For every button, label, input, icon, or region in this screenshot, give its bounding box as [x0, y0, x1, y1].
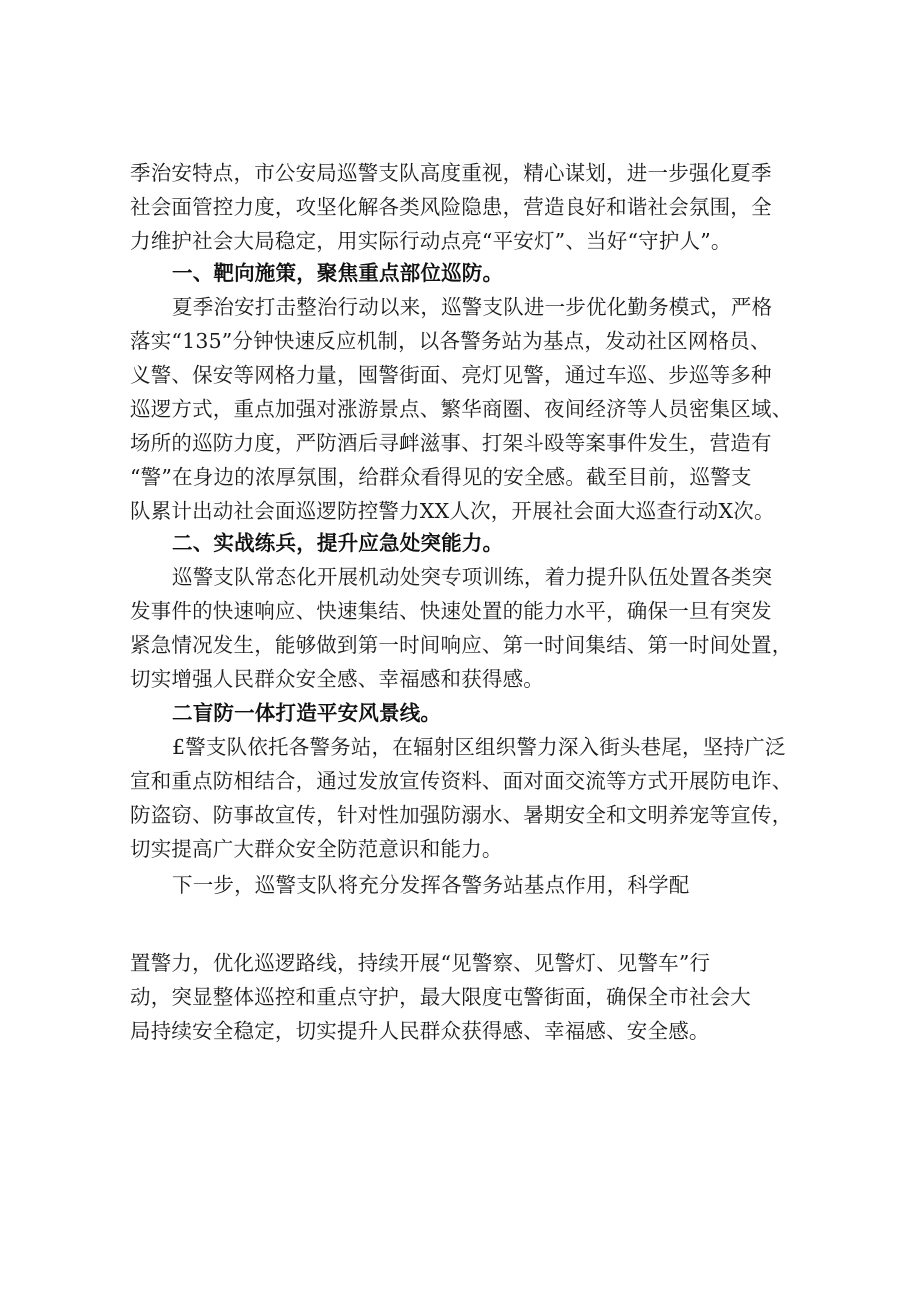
intro-line: 社会面管控力度，攻坚化解各类风险隐患，营造良好和谐社会氛围，全: [130, 195, 772, 219]
paragraph-line: 下一步，巡警支队将充分发挥各警务站基点作用，科学配: [172, 873, 690, 897]
paragraph-line: 队累计出动社会面巡逻防控警力XX人次，开展社会面大巡查行动X次。: [130, 499, 775, 523]
paragraph-line: 防盗窃、防事故宣传，针对性加强防溺水、暑期安全和文明养宠等宣传，: [130, 803, 793, 827]
section-heading: 一、靶向施策，聚焦重点部位巡防。: [172, 261, 504, 285]
paragraph-line: 夏季治安打击整治行动以来，巡警支队进一步优化勤务模式，严格: [172, 295, 773, 319]
intro-line: 力维护社会大局稳定，用实际行动点亮“平安灯”、当好“守护人”。: [130, 229, 732, 253]
paragraph-line: 发事件的快速响应、快速集结、快速处置的能力水平，确保一旦有突发: [130, 599, 772, 623]
section-heading: 二盲防一体打造平安风景线。: [172, 701, 442, 725]
paragraph-line: 动，突显整体巡控和重点守护，最大限度屯警街面，确保全市社会大: [130, 985, 751, 1009]
paragraph-line: £警支队依托各警务站，在辐射区组织警力深入街头巷尾，坚持广泛: [172, 735, 786, 759]
paragraph-line: 场所的巡防力度，严防酒后寻衅滋事、打架斗殴等案事件发生，营造有: [130, 431, 772, 455]
paragraph-line: 切实增强人民群众安全感、幸福感和获得感。: [130, 667, 544, 691]
intro-line: 季治安特点，市公安局巡警支队高度重视，精心谋划，进一步强化夏季: [130, 161, 772, 185]
paragraph-line: “警”在身边的浓厚氛围，给群众看得见的安全感。截至目前，巡警支: [130, 465, 752, 489]
paragraph-line: 切实提高广大群众安全防范意识和能力。: [130, 837, 503, 861]
paragraph-line: 置警力，优化巡逻路线，持续开展“见警察、见警灯、见警车”行: [130, 951, 711, 975]
paragraph-line: 宣和重点防相结合，通过发放宣传资料、面对面交流等方式开展防电诈、: [130, 769, 793, 793]
section-heading: 二、实战练兵，提升应急处突能力。: [172, 531, 504, 555]
paragraph-line: 义警、保安等网格力量，囤警街面、亮灯见警，通过车巡、步巡等多种: [130, 363, 772, 387]
paragraph-line: 巡逻方式，重点加强对涨游景点、繁华商圈、夜间经济等人员密集区域、: [130, 397, 793, 421]
paragraph-line: 落实“135”分钟快速反应机制，以各警务站为基点，发动社区网格员、: [130, 329, 771, 353]
paragraph-line: 紧急情况发生，能够做到第一时间响应、第一时间集结、第一时间处置，: [130, 633, 793, 657]
paragraph-line: 巡警支队常态化开展机动处突专项训练，着力提升队伍处置各类突: [172, 565, 773, 589]
paragraph-line: 局持续安全稳定，切实提升人民群众获得感、幸福感、安全感。: [130, 1019, 710, 1043]
